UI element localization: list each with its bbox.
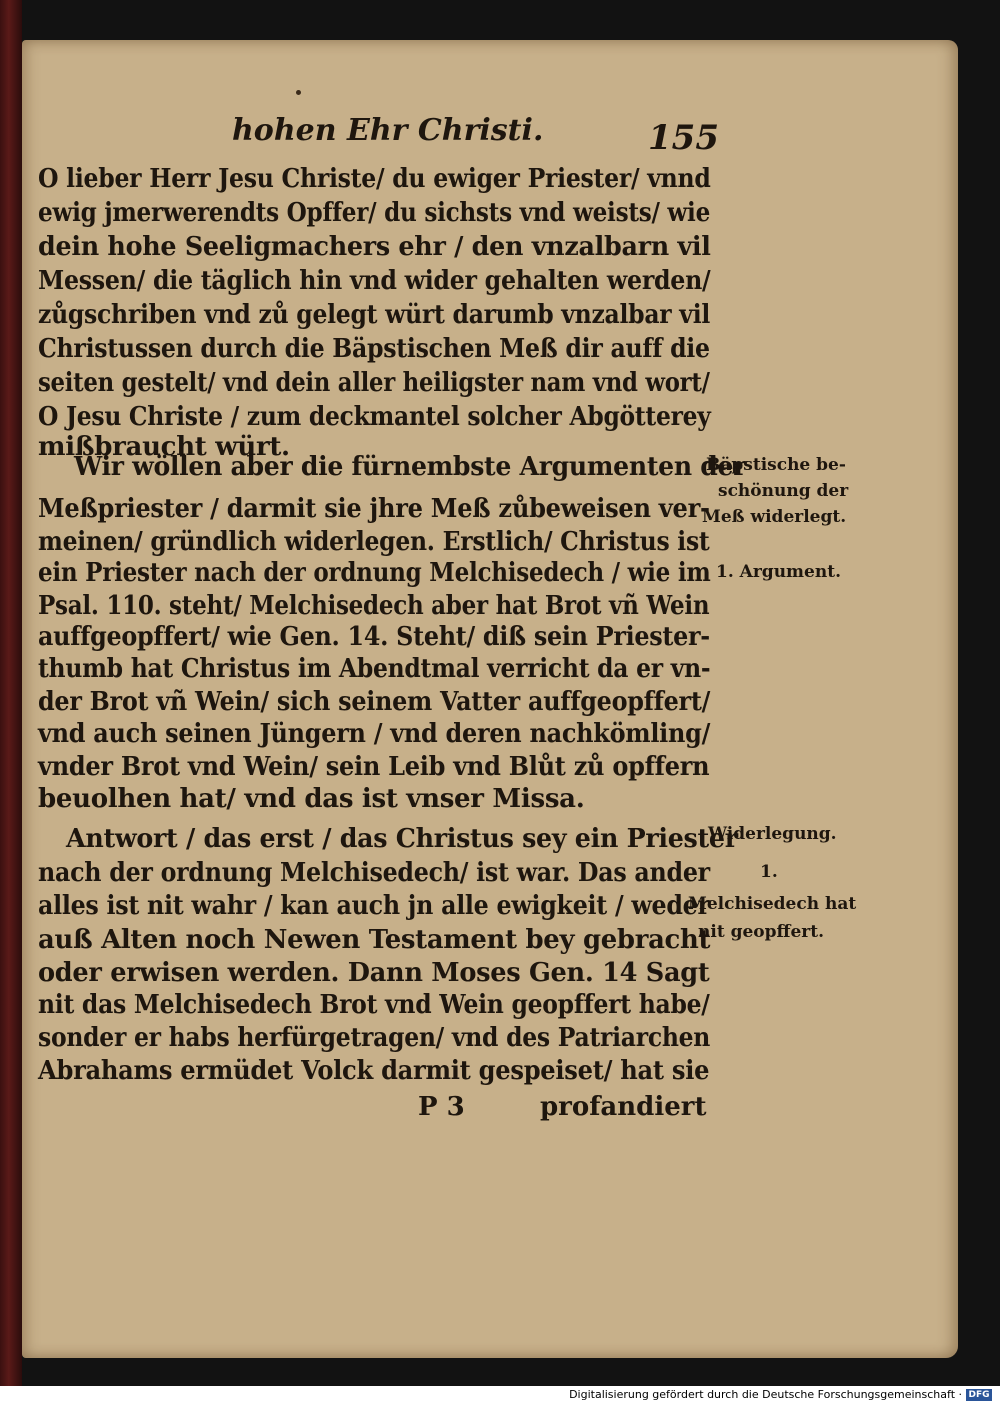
text-line: vnd auch seinen Jüngern / vnd deren nachkömling/ [38,719,711,749]
text-line: vnder Brot vnd Wein/ sein Leib vnd Blůt zů opffern [38,752,710,782]
text-line: Psal. 110. steht/ Melchisedech aber hat Brot vñ Wein [38,591,710,621]
text-line: O Jesu Christe / zum deckmantel solcher Abgötterey [38,402,711,432]
running-title: hohen Ehr Christi. [232,113,544,148]
catchword: profandiert [540,1092,707,1122]
text-line: ein Priester nach der ordnung Melchisedech / wie im [38,558,711,588]
margin-note: Widerlegung. [708,824,837,844]
text-line: nach der ordnung Melchisedech/ ist war. Das ander [38,858,710,888]
text-line: beuolhen hat/ vnd das ist vnser Missa. [38,784,585,814]
text-line: sonder er habs herfürgetragen/ vnd des Patriarchen [38,1023,711,1053]
text-line: auß Alten noch Newen Testament bey gebracht [38,925,711,955]
text-line: alles ist nit wahr / kan auch jn alle ewigkeit / weder [38,891,710,921]
text-line: ewig jmerwerendts Opffer/ du sichsts vnd weists/ wie [38,198,711,228]
text-line: nit das Melchisedech Brot vnd Wein geopffert habe/ [38,990,710,1020]
text-line: der Brot vñ Wein/ sich seinem Vatter auffgeopffert/ [38,687,711,717]
text-line: dein hohe Seeligmachers ehr / den vnzalbarn vil [38,232,711,262]
text-line: auffgeopffert/ wie Gen. 14. Steht/ diß sein Priester- [38,622,710,652]
text-line: Meßpriester / darmit sie jhre Meß zůbeweisen ver- [38,494,710,524]
text-line: oder erwisen werden. Dann Moses Gen. 14 Sagt [38,958,710,988]
text-line: meinen/ gründlich widerlegen. Erstlich/ Christus ist [38,527,710,557]
margin-note: Bäpstische be- [706,455,846,475]
digitization-credit: Digitalisierung gefördert durch die Deutsche Forschungsgemeinschaft · [569,1388,962,1401]
text-line: seiten gestelt/ vnd dein aller heiligster nam vnd wort/ [38,368,710,398]
margin-note: 1. Argument. [716,562,841,582]
text-line: Christussen durch die Bäpstischen Meß dir auff die [38,334,710,364]
text-line: Wir wöllen aber die fürnembste Argumenten der [74,452,747,482]
text-line: Abrahams ermüdet Volck darmit gespeiset/ hat sie [38,1056,710,1086]
text-line: zůgschriben vnd zů gelegt würt darumb vnzalbar vil [38,300,711,330]
text-line: thumb hat Christus im Abendtmal verricht da er vn- [38,654,711,684]
text-line: Messen/ die täglich hin vnd wider gehalten werden/ [38,266,711,296]
ink-speck [296,90,301,95]
text-line: O lieber Herr Jesu Christe/ du ewiger Priester/ vnnd [38,164,711,194]
book-spine [0,0,22,1386]
signature-mark: P 3 [418,1092,465,1122]
text-line: mißbraucht würt. [38,432,290,462]
margin-note: Meß widerlegt. [702,507,847,527]
text-line: Antwort / das erst / das Christus sey ein Priester [66,824,738,854]
page-number: 155 [648,118,719,158]
margin-note: 1. [760,862,778,882]
margin-note: Melchisedech hat [688,894,857,914]
margin-note: nit geopffert. [698,922,825,942]
dfg-logo: DFG [966,1389,992,1401]
margin-note: schönung der [718,481,849,501]
